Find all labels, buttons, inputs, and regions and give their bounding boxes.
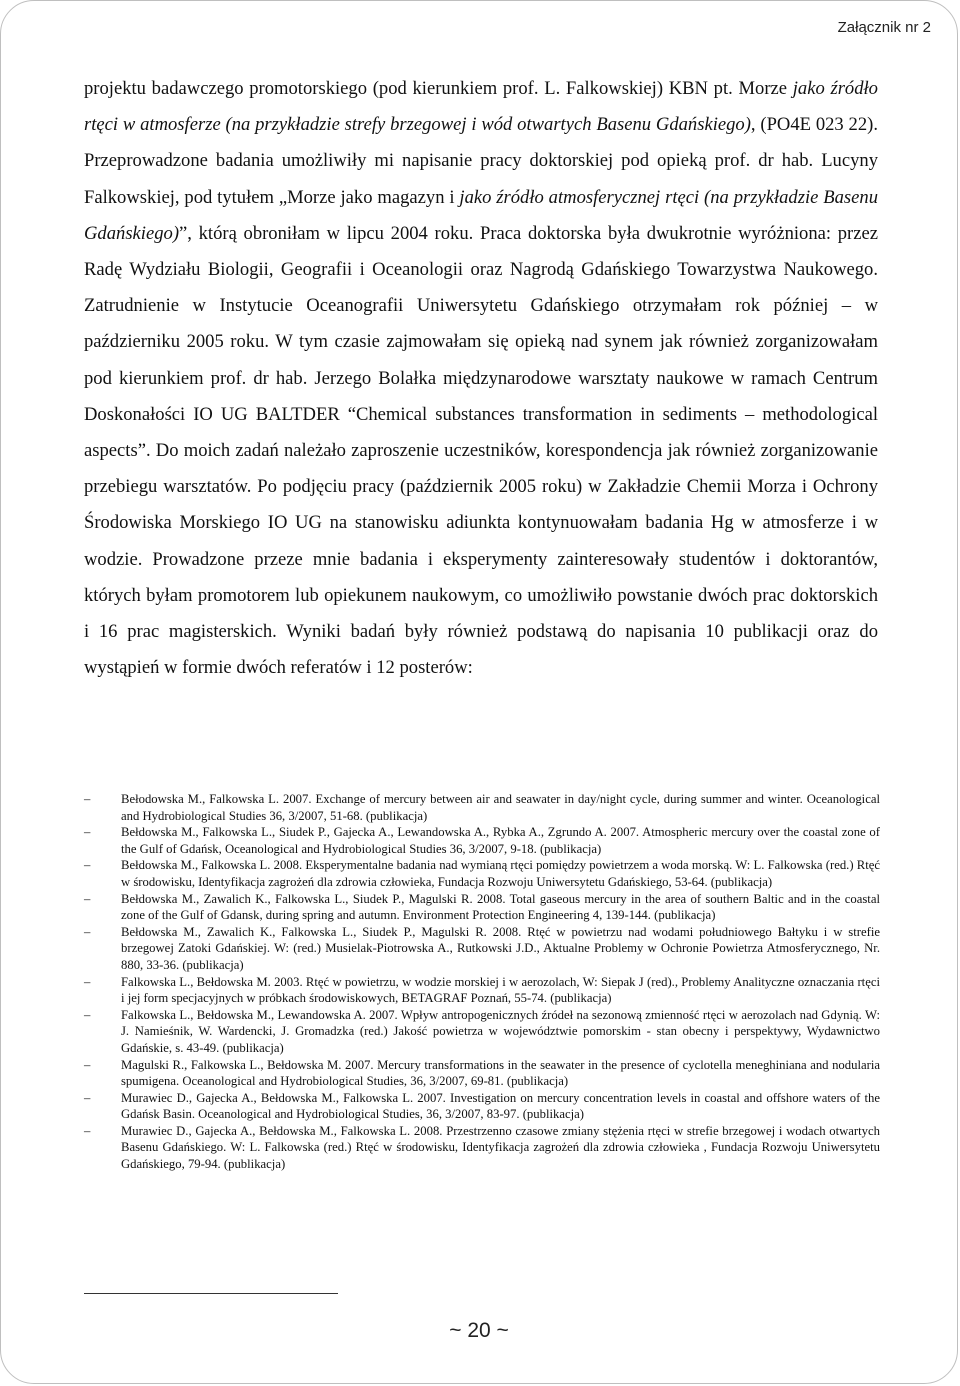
footnote-divider [84, 1293, 338, 1294]
publication-item: – Bełdowska M., Falkowska L., Siudek P., Gajecka A., Lewandowska A., Rybka A., Zgrundo A. 2007. Atmospheric mercury over the coastal zone of the Gulf of Gdańsk, Oceanological and Hydrobiological Studies 36, 3/2007, 9-18. (publikacja) [84, 824, 880, 857]
publication-item: – Bełdowska M., Zawalich K., Falkowska L., Siudek P., Magulski R. 2008. Rtęć w powietrzu nad wodami południowego Bałtyku i w strefie brzegowej Zatoki Gdańskiej. W: (red.) Musielak-Piotrowska A., Rutkowski J.D., Aktualne Problemy w Ochronie Powietrza Atmosferycznego, Nr. 880, 33-36. (publikacja) [84, 924, 880, 974]
thesis-title-italic: jako źródło atmosferycznej rtęci (na przykładzie Basenu Gdańskiego) [84, 186, 878, 244]
body-text-1: projektu badawczego promotorskiego (pod kierunkiem prof. L. Falkowskiej) KBN pt. Morze [84, 78, 793, 99]
publication-item: – Magulski R., Falkowska L., Bełdowska M. 2007. Mercury transformations in the seawater in the presence of cyclotella meneghiniana and nodularia spumigena. Oceanological and Hydrobiological Studies, 36, 3/2007, 69-81. (publikacja) [84, 1057, 880, 1090]
publication-item: – Bełdowska M., Zawalich K., Falkowska L., Siudek P., Magulski R. 2008. Total gaseous mercury in the area of southern Baltic and in the coastal zone of the Gulf of Gdansk, during spring and autumn. Environment Protection Engineering 4, 139-144. (publikacja) [84, 891, 880, 924]
publication-list [84, 791, 880, 1173]
publication-item: – Murawiec D., Gajecka A., Bełdowska M., Falkowska L. 2007. Investigation on mercury concentration levels in coastal and offshore waters of the Gdańsk Basin. Oceanological and Hydrobiological Studies, 36, 3/2007, 83-97. (publikacja) [84, 1090, 880, 1123]
body-text-3: ”, którą obroniłam w lipcu 2004 roku. Praca doktorska była dwukrotnie wyróżniona: przez Radę Wydziału Biologii, Geografii i Oceanologii oraz Nagrodą Gdańskiego Towarzystwa Naukowego. Zatrudnienie w Instytucie Oceanografii Uniwersytetu Gdańskiego otrzymałam rok później – w październiku 2005 roku. W tym czasie zajmowałam się opieką nad synem jak również zorganizowałam pod kierunkiem prof. dr hab. Jerzego Bolałka międzynarodowe warsztaty naukowe w ramach Centrum Doskonałości IO UG BALTDER “Chemical substances transformation in sediments – methodological aspects”. Do moich zadań należało zaproszenie uczestników, korespondencja jak również zorganizowanie przebiegu warsztatów. Po podjęciu pracy (październik 2005 roku) w Zakładzie Chemii Morza i Ochrony Środowiska Morskiego IO UG na stanowisku adiunkta kontynuowałam badania Hg w atmosferze i w wodzie. Prowadzone przeze mnie badania i eksperymenty zainteresowały studentów i doktorantów, których byłam promotorem lub opiekunem naukowym, co umożliwiło powstanie dwóch prac doktorskich i 16 prac magisterskich. Wyniki badań były również podstawą do napisania 10 publikacji oraz do wystąpień w formie dwóch referatów i 12 posterów: [84, 222, 878, 679]
body-paragraph [84, 71, 878, 686]
publication-item: – Murawiec D., Gajecka A., Bełdowska M., Falkowska L. 2008. Przestrzenno czasowe zmiany stężenia rtęci w strefie brzegowej i wodach otwartych Basenu Gdańskiego. W: L. Falkowska (red.) Rtęć w środowisku, Identyfikacja zagrożeń dla zdrowia człowieka , Fundacja Rozwoju Uniwersytetu Gdańskiego, 79-94. (publikacja) [84, 1123, 880, 1173]
publication-item: – Falkowska L., Bełdowska M. 2003. Rtęć w powietrzu, w wodzie morskiej i w aerozolach, W: Siepak J (red)., Problemy Analityczne oznaczania rtęci i jej form specjacyjnych w próbkach środowiskowych, BETAGRAF Poznań, 55-74. (publikacja) [84, 974, 880, 1007]
body-text-2: , (PO4E 023 22). Przeprowadzone badania umożliwiły mi napisanie pracy doktorskiej pod opieką prof. dr hab. Lucyny Falkowskiej, pod tytułem „Morze jako magazyn i [84, 114, 878, 208]
page-number: ~ 20 ~ [449, 1319, 509, 1342]
publication-item: – Falkowska L., Bełdowska M., Lewandowska A. 2007. Wpływ antropogenicznych źródeł na sezonową zmienność rtęci w aerozolach nad Gdynią. W: J. Namieśnik, W. Wardencki, J. Gromadzka (red.) Jakość powietrza w województwie pomorskim - stan obecny i perspektywy, Wydawnictwo Gdańskie, s. 43-49. (publikacja) [84, 1007, 880, 1057]
annex-label: Załącznik nr 2 [837, 19, 931, 36]
publication-item: – Bełodowska M., Falkowska L. 2007. Exchange of mercury between air and seawater in day/night cycle, during summer and winter. Oceanological and Hydrobiological Studies 36, 3/2007, 51-68. (publikacja) [84, 791, 880, 824]
publication-item: – Bełdowska M., Falkowska L. 2008. Eksperymentalne badania nad wymianą rtęci pomiędzy powietrzem a woda morską. W: L. Falkowska (red.) Rtęć w środowisku, Identyfikacja zagrożeń dla zdrowia człowieka, Fundacja Rozwoju Uniwersytetu Gdańskiego, 53-64. (publikacja) [84, 857, 880, 890]
project-title-italic: jako źródło rtęci w atmosferze (na przykładzie strefy brzegowej i wód otwartych Basenu Gdańskiego) [84, 78, 878, 136]
